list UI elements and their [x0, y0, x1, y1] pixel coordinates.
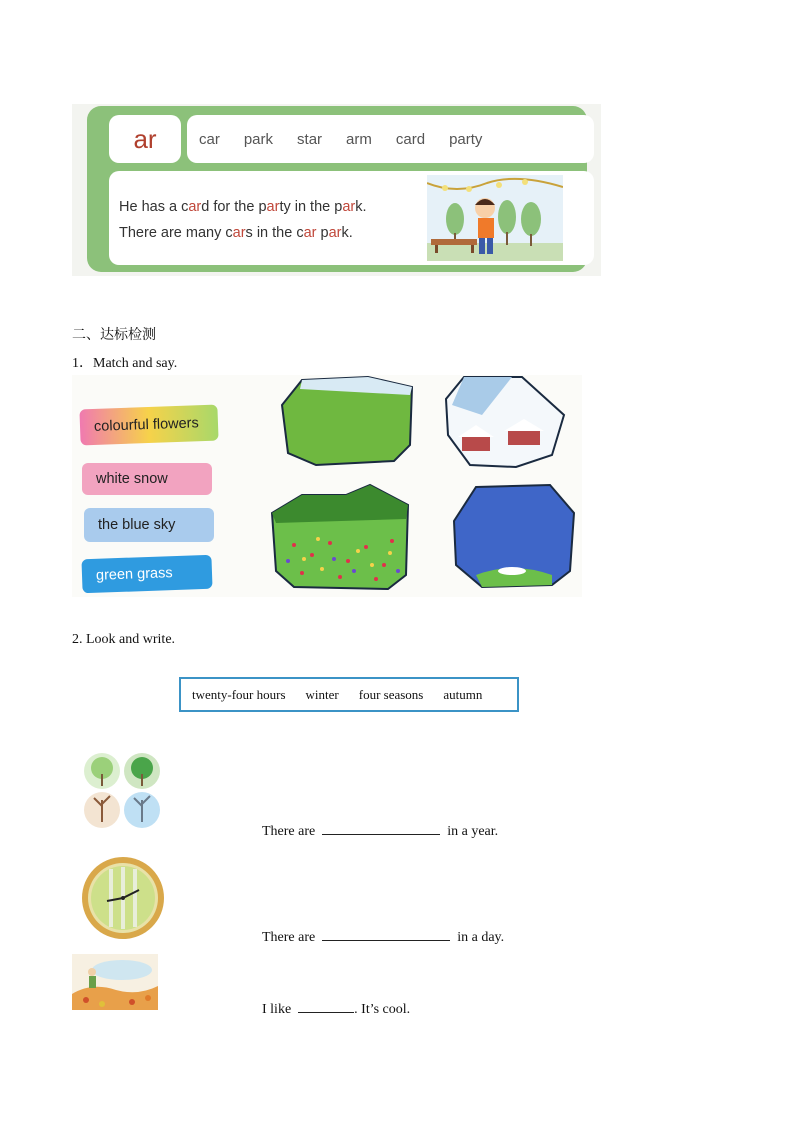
phonics-frame [87, 106, 587, 272]
word-bank-item: winter [305, 686, 339, 702]
word-bank [179, 677, 519, 712]
phonics-word: party [449, 130, 483, 148]
question-1-title: 1．Match and say. [72, 356, 178, 371]
answer-blank-2[interactable] [322, 926, 450, 941]
autumn-picture [72, 954, 158, 1010]
phonics-word: arm [346, 130, 372, 148]
phonics-word: car [199, 130, 220, 148]
phonics-word: card [395, 130, 426, 148]
label-blue-sky: the blue sky [84, 508, 214, 542]
phonics-sentence-1: He has a card for the party in the park. [119, 199, 367, 215]
sentence-1: There are in a year. [262, 820, 498, 840]
word-bank-item: four seasons [358, 686, 424, 702]
question-2-title: 2. Look and write. [72, 632, 176, 647]
phonics-sound: ar [109, 115, 181, 163]
label-white-snow: white snow [82, 463, 212, 495]
answer-blank-3[interactable] [298, 998, 354, 1013]
match-pictures [72, 375, 582, 597]
word-bank-item: autumn [443, 686, 483, 702]
phonics-word: star [297, 130, 323, 148]
label-colourful-flowers: colourful flowers [79, 405, 218, 446]
sentence-3: I like . It’s cool. [262, 998, 410, 1018]
section-heading: 二、达标检测 [72, 327, 156, 343]
clock-picture [80, 855, 166, 941]
word-bank-item: twenty-four hours [192, 686, 286, 702]
sentence-2: There are in a day. [262, 926, 504, 946]
phonics-panel [72, 104, 601, 276]
four-seasons-picture [82, 752, 162, 830]
label-green-grass: green grass [81, 555, 212, 594]
answer-blank-1[interactable] [322, 820, 440, 835]
phonics-sentence-2: There are many cars in the car park. [119, 225, 353, 241]
phonics-sentence-box [109, 171, 594, 265]
park-boy-illustration [427, 175, 563, 261]
phonics-word-list [187, 115, 594, 163]
phonics-word: park [243, 130, 274, 148]
match-activity [72, 375, 582, 597]
